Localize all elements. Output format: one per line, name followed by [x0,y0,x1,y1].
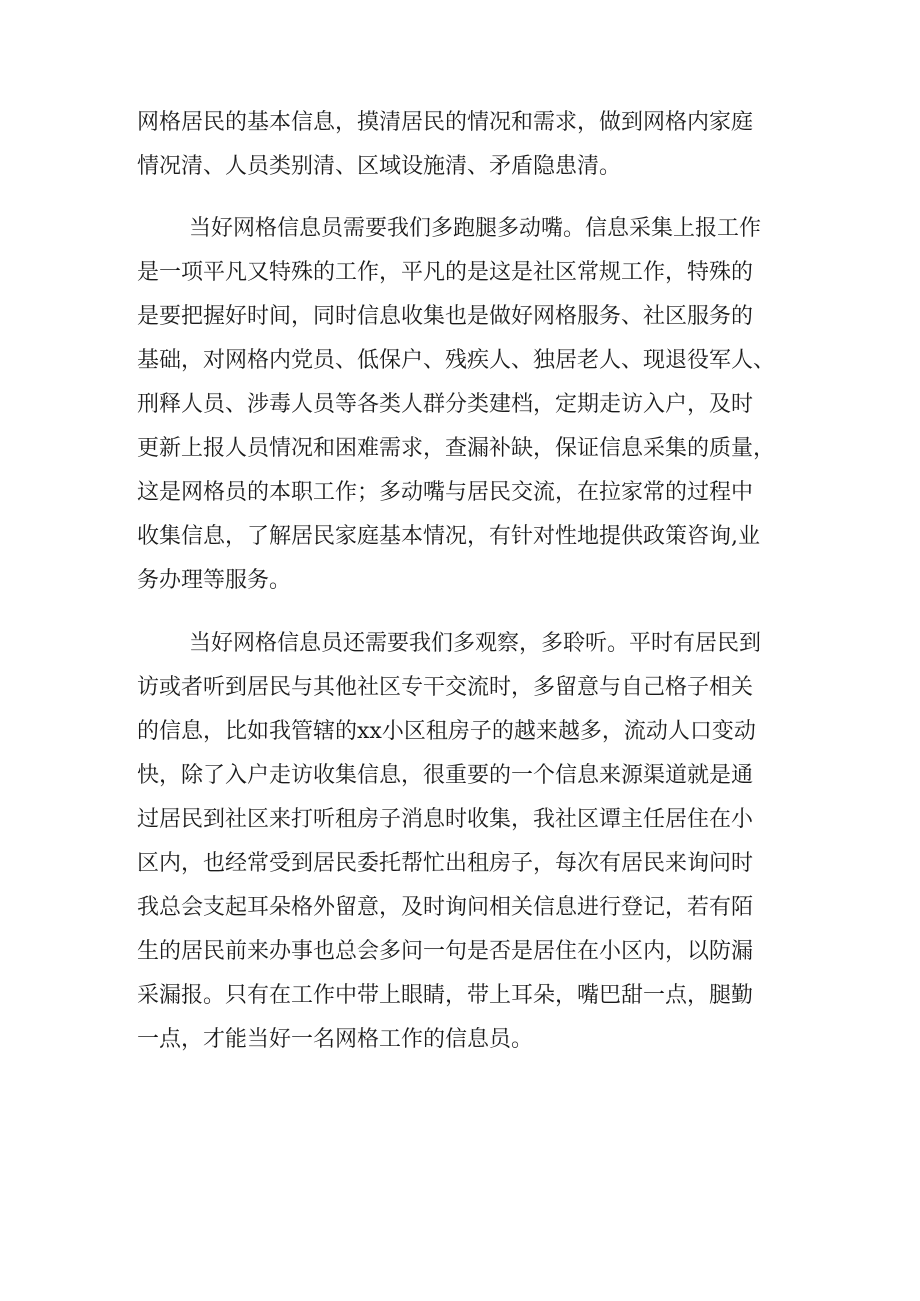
paragraph-3-line-4: 快，除了入户走访收集信息，很重要的一个信息来源渠道就是通 [137,763,754,788]
paragraph-2-line-4: 基础，对网格内党员、低保户、残疾人、独居老人、现退役军人、 [137,348,776,373]
paragraph-3-line-6: 区内，也经常受到居民委托帮忙出租房子，每次有居民来询问时 [137,851,754,876]
paragraph-2-line-3: 是要把握好时间，同时信息收集也是做好网格服务、社区服务的 [137,304,754,329]
paragraph-2-line-8: 收集信息，了解居民家庭基本情况，有针对性地提供政策咨询,业 [137,524,760,549]
paragraph-3-line-1: 当好网格信息员还需要我们多观察，多聆听。平时有居民到 [189,631,762,656]
paragraph-2-line-1: 当好网格信息员需要我们多跑腿多动嘴。信息采集上报工作 [189,216,762,241]
paragraph-1-line-1: 网格居民的基本信息，摸清居民的情况和需求，做到网格内家庭 [137,110,754,135]
paragraph-3-line-9: 采漏报。只有在工作中带上眼睛，带上耳朵，嘴巴甜一点，腿勤 [137,983,754,1008]
paragraph-3-line-7: 我总会支起耳朵格外留意，及时询问相关信息进行登记，若有陌 [137,895,754,920]
paragraph-2-line-7: 这是网格员的本职工作；多动嘴与居民交流，在拉家常的过程中 [137,480,754,505]
paragraph-2-line-9: 务办理等服务。 [137,568,292,593]
paragraph-2-line-5: 刑释人员、涉毒人员等各类人群分类建档，定期走访入户，及时 [137,392,754,417]
paragraph-3-line-2: 访或者听到居民与其他社区专干交流时，多留意与自己格子相关 [137,675,754,700]
paragraph-3-line-8: 生的居民前来办事也总会多问一句是否是居住在小区内，以防漏 [137,939,754,964]
paragraph-1-line-2: 情况清、人员类别清、区域设施清、矛盾隐患清。 [137,154,622,179]
paragraph-3-line-3: 的信息，比如我管辖的xx小区租房子的越来越多，流动人口变动 [137,719,756,744]
paragraph-3-line-5: 过居民到社区来打听租房子消息时收集，我社区谭主任居住在小 [137,807,754,832]
paragraph-2-line-2: 是一项平凡又特殊的工作，平凡的是这是社区常规工作，特殊的 [137,260,754,285]
paragraph-2-line-6: 更新上报人员情况和困难需求，查漏补缺，保证信息采集的质量， [137,436,776,461]
paragraph-3-line-10: 一点，才能当好一名网格工作的信息员。 [137,1027,534,1052]
